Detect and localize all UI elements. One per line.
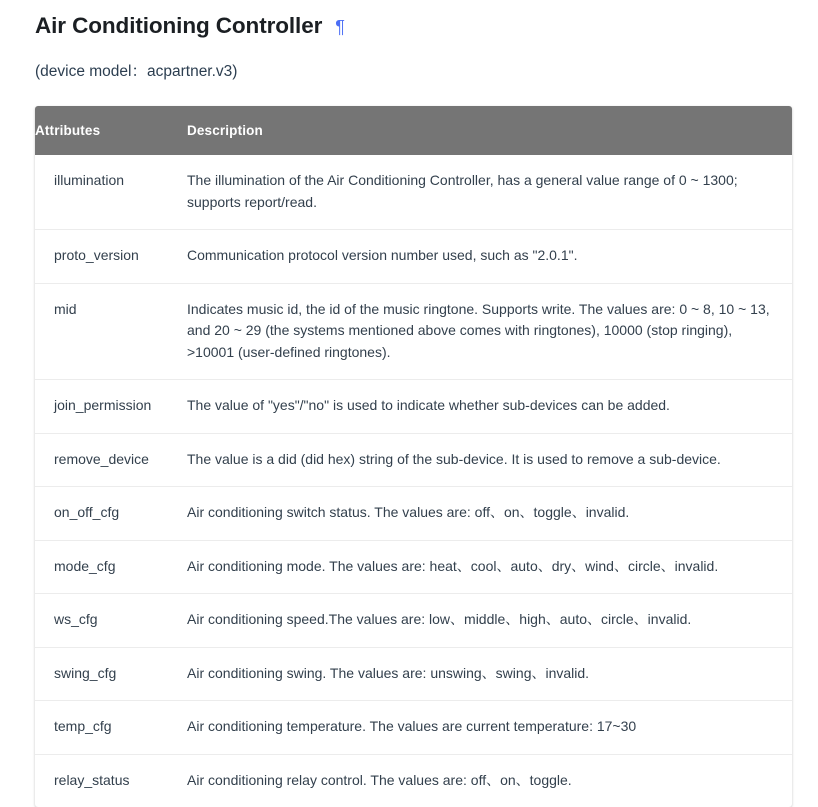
pilcrow-anchor-icon[interactable]: ¶ bbox=[335, 17, 345, 37]
table-row bbox=[35, 155, 792, 230]
attribute-name-cell: mid bbox=[54, 300, 77, 317]
attribute-description-cell: Air conditioning switch status. The values are: off、on、toggle、invalid. bbox=[187, 504, 630, 520]
page-title-text: Air Conditioning Controller bbox=[35, 13, 323, 38]
attribute-name-cell: mode_cfg bbox=[54, 557, 116, 574]
device-model-subtitle: (device model：acpartner.v3) bbox=[35, 63, 238, 80]
table-head bbox=[35, 106, 792, 155]
attributes-table-container bbox=[35, 106, 792, 807]
attribute-description-cell: Air conditioning temperature. The values are current temperature: 17~30 bbox=[187, 718, 637, 734]
attribute-name-cell: on_off_cfg bbox=[54, 504, 120, 520]
column-header-description: Description bbox=[187, 106, 792, 155]
table-row bbox=[35, 230, 792, 284]
table-row bbox=[35, 283, 792, 380]
table-row bbox=[35, 701, 792, 755]
table-row bbox=[35, 594, 792, 648]
attribute-name-cell: remove_device bbox=[54, 450, 149, 467]
table-row bbox=[35, 754, 792, 807]
attribute-name-cell: swing_cfg bbox=[54, 664, 117, 681]
table-row bbox=[35, 380, 792, 434]
attribute-description-cell: Indicates music id, the id of the music ringtone. Supports write. The values are: 0 ~ 8, 10 ~ 13, and 20 ~ 29 (the systems mentioned above comes with ringtones), 10000 (stop ringing), >10001 (user-defined ringtones). bbox=[187, 300, 770, 360]
attribute-name-cell: temp_cfg bbox=[54, 718, 112, 734]
attribute-name-cell: ws_cfg bbox=[54, 611, 98, 627]
table-row bbox=[35, 647, 792, 701]
attribute-description-cell: Communication protocol version number used, such as "2.0.1". bbox=[187, 247, 578, 263]
table-row bbox=[35, 540, 792, 594]
attribute-description-cell: Air conditioning relay control. The values are: off、on、toggle. bbox=[187, 771, 572, 788]
table-body bbox=[35, 155, 792, 807]
attribute-name-cell: relay_status bbox=[54, 771, 130, 788]
attribute-description-cell: Air conditioning swing. The values are: unswing、swing、invalid. bbox=[187, 664, 590, 681]
table-row bbox=[35, 487, 792, 541]
attribute-description-cell: The value of "yes"/"no" is used to indicate whether sub-devices can be added. bbox=[187, 397, 670, 413]
attribute-description-cell: The illumination of the Air Conditioning Controller, has a general value range of 0 ~ 1300; supports report/read. bbox=[187, 172, 738, 210]
attribute-name-cell: proto_version bbox=[54, 247, 139, 263]
table-header-row bbox=[35, 106, 792, 155]
page-title bbox=[0, 0, 818, 40]
table-row bbox=[35, 433, 792, 487]
attributes-table bbox=[35, 106, 792, 807]
column-header-attributes: Attributes bbox=[35, 106, 187, 155]
attribute-description-cell: Air conditioning mode. The values are: heat、cool、auto、dry、wind、circle、invalid. bbox=[187, 557, 719, 574]
attribute-description-cell: Air conditioning speed.The values are: low、middle、high、auto、circle、invalid. bbox=[187, 611, 692, 627]
attribute-name-cell: illumination bbox=[54, 172, 125, 188]
attribute-description-cell: The value is a did (did hex) string of the sub-device. It is used to remove a sub-device. bbox=[187, 450, 721, 467]
attribute-name-cell: join_permission bbox=[54, 397, 152, 413]
